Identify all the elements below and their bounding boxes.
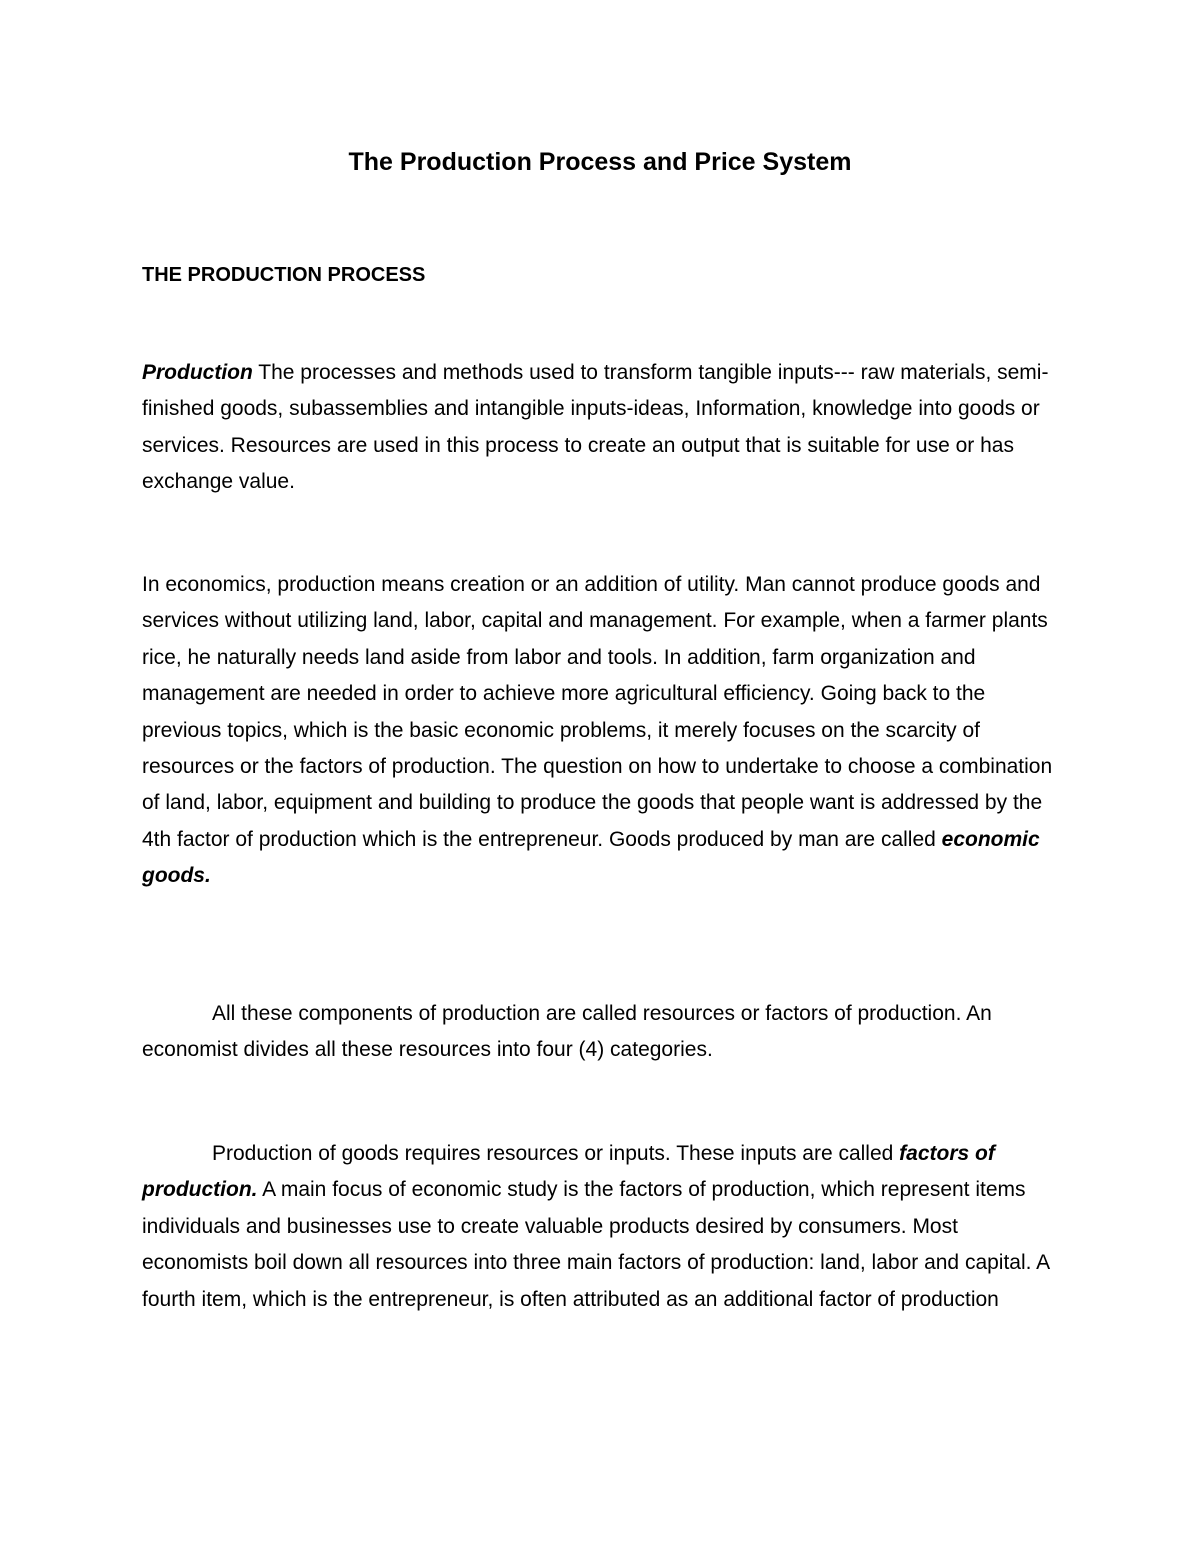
paragraph-text: The processes and methods used to transform tangible inputs--- raw materials, semi-finished goods, subassemblies and intangible inputs-ideas, Information, knowledge into goods or services. Resources are used in this process to create an output that is suitable for use or has exchange value.	[142, 361, 1049, 494]
term-production: Production	[142, 361, 253, 384]
paragraph-text: All these components of production are called resources or factors of production. An economist divides all these resources into four (4) categories.	[142, 1002, 992, 1062]
term-economic-goods: economic goods.	[142, 827, 1040, 888]
paragraph-text-before: Production of goods requires resources or inputs. These inputs are called	[212, 1142, 900, 1165]
paragraph-production-definition	[142, 355, 1062, 501]
paragraph-factors	[142, 1136, 1062, 1318]
paragraph-economics-production	[142, 567, 1062, 895]
paragraph-components	[142, 996, 1062, 1069]
paragraph-text-after: A main focus of economic study is the factors of production, which represent items individuals and businesses use to create valuable products desired by consumers. Most economists boil down all resources into three main factors of production: land, labor and capital. A fourth item, which is the entrepreneur, is often attributed as an additional factor of production	[142, 1178, 1050, 1311]
term-factors-of-production: factors of production.	[142, 1142, 995, 1202]
paragraph-text: In economics, production means creation or an addition of utility. Man cannot produce goods and services without utilizing land, labor, capital and management. For example, when a farmer plants rice, he naturally needs land aside from labor and tools. In addition, farm organization and management are needed in order to achieve more agricultural efficiency. Going back to the previous topics, which is the basic economic problems, it merely focuses on the scarcity of resources or the factors of production. The question on how to undertake to choose a combination of land, labor, equipment and building to produce the goods that people want is addressed by the 4th factor of production which is the entrepreneur. Goods produced by man are called	[142, 573, 1053, 851]
section-heading: THE PRODUCTION PROCESS	[142, 264, 426, 286]
document-title: The Production Process and Price System	[348, 148, 852, 176]
